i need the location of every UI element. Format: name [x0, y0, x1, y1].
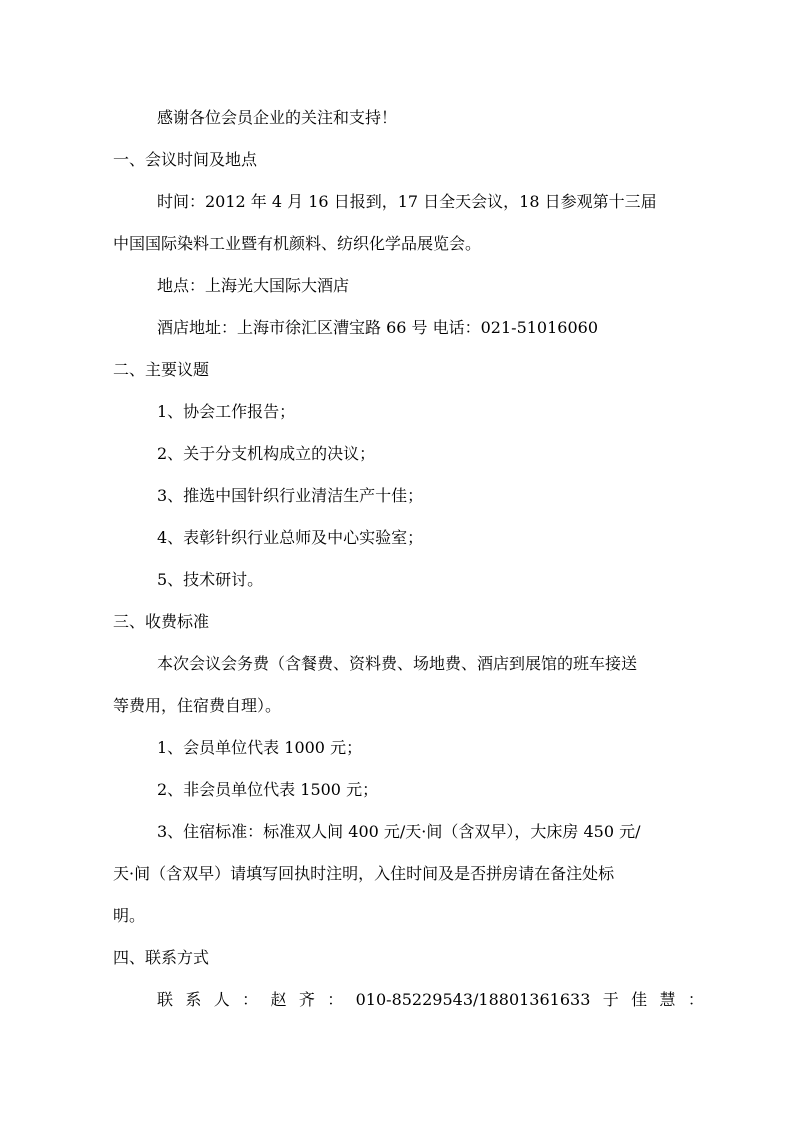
- contact-phone: 010-85229543/18801361633: [355, 990, 591, 1009]
- list-item: 3、住宿标准：标准双人间 400 元/天·间（含双早），大床房 450 元/: [157, 822, 641, 841]
- section-heading-2: 二、主要议题: [113, 360, 210, 379]
- list-item: 1、会员单位代表 1000 元；: [157, 738, 363, 757]
- list-item: 3、推选中国针织行业清洁生产十佳；: [157, 486, 424, 505]
- section-heading-1: 一、会议时间及地点: [113, 150, 258, 169]
- contact-part: 慧: [659, 990, 676, 1009]
- list-item: 2、非会员单位代表 1500 元；: [157, 780, 379, 799]
- list-item: 2、关于分支机构成立的决议；: [157, 444, 376, 463]
- contact-part: ：: [242, 990, 259, 1009]
- contact-part: 于: [602, 990, 619, 1009]
- paragraph-line: 等费用，住宿费自理）。: [113, 696, 282, 715]
- thanks-line: 感谢各位会员企业的关注和支持！: [157, 108, 398, 127]
- contact-part: 佳: [631, 990, 648, 1009]
- list-item: 5、技术研讨。: [157, 570, 264, 589]
- contact-part: 齐: [298, 990, 315, 1009]
- contact-part: 系: [185, 990, 202, 1009]
- paragraph-line: 时间：2012 年 4 月 16 日报到，17 日全天会议，18 日参观第十三届: [157, 192, 657, 211]
- paragraph-line: 明。: [113, 906, 146, 925]
- contact-line: [157, 990, 704, 1010]
- contact-part: ：: [687, 990, 704, 1009]
- paragraph-line: 本次会议会务费（含餐费、资料费、场地费、酒店到展馆的班车接送: [157, 654, 638, 673]
- paragraph-line: 酒店地址：上海市徐汇区漕宝路 66 号 电话：021-51016060: [157, 318, 599, 337]
- contact-part: 人: [213, 990, 230, 1009]
- list-item: 1、协会工作报告；: [157, 402, 296, 421]
- contact-part: ：: [327, 990, 344, 1009]
- paragraph-line: 中国国际染料工业暨有机颜料、纺织化学品展览会。: [113, 234, 482, 253]
- paragraph-line: 地点：上海光大国际大酒店: [157, 276, 350, 295]
- section-heading-4: 四、联系方式: [113, 948, 210, 967]
- section-heading-3: 三、收费标准: [113, 612, 210, 631]
- contact-part: 赵: [270, 990, 287, 1009]
- contact-part: 联: [157, 990, 174, 1009]
- paragraph-line: 天·间（含双早）请填写回执时注明，入住时间及是否拼房请在备注处标: [113, 864, 615, 883]
- list-item: 4、表彰针织行业总师及中心实验室；: [157, 528, 424, 547]
